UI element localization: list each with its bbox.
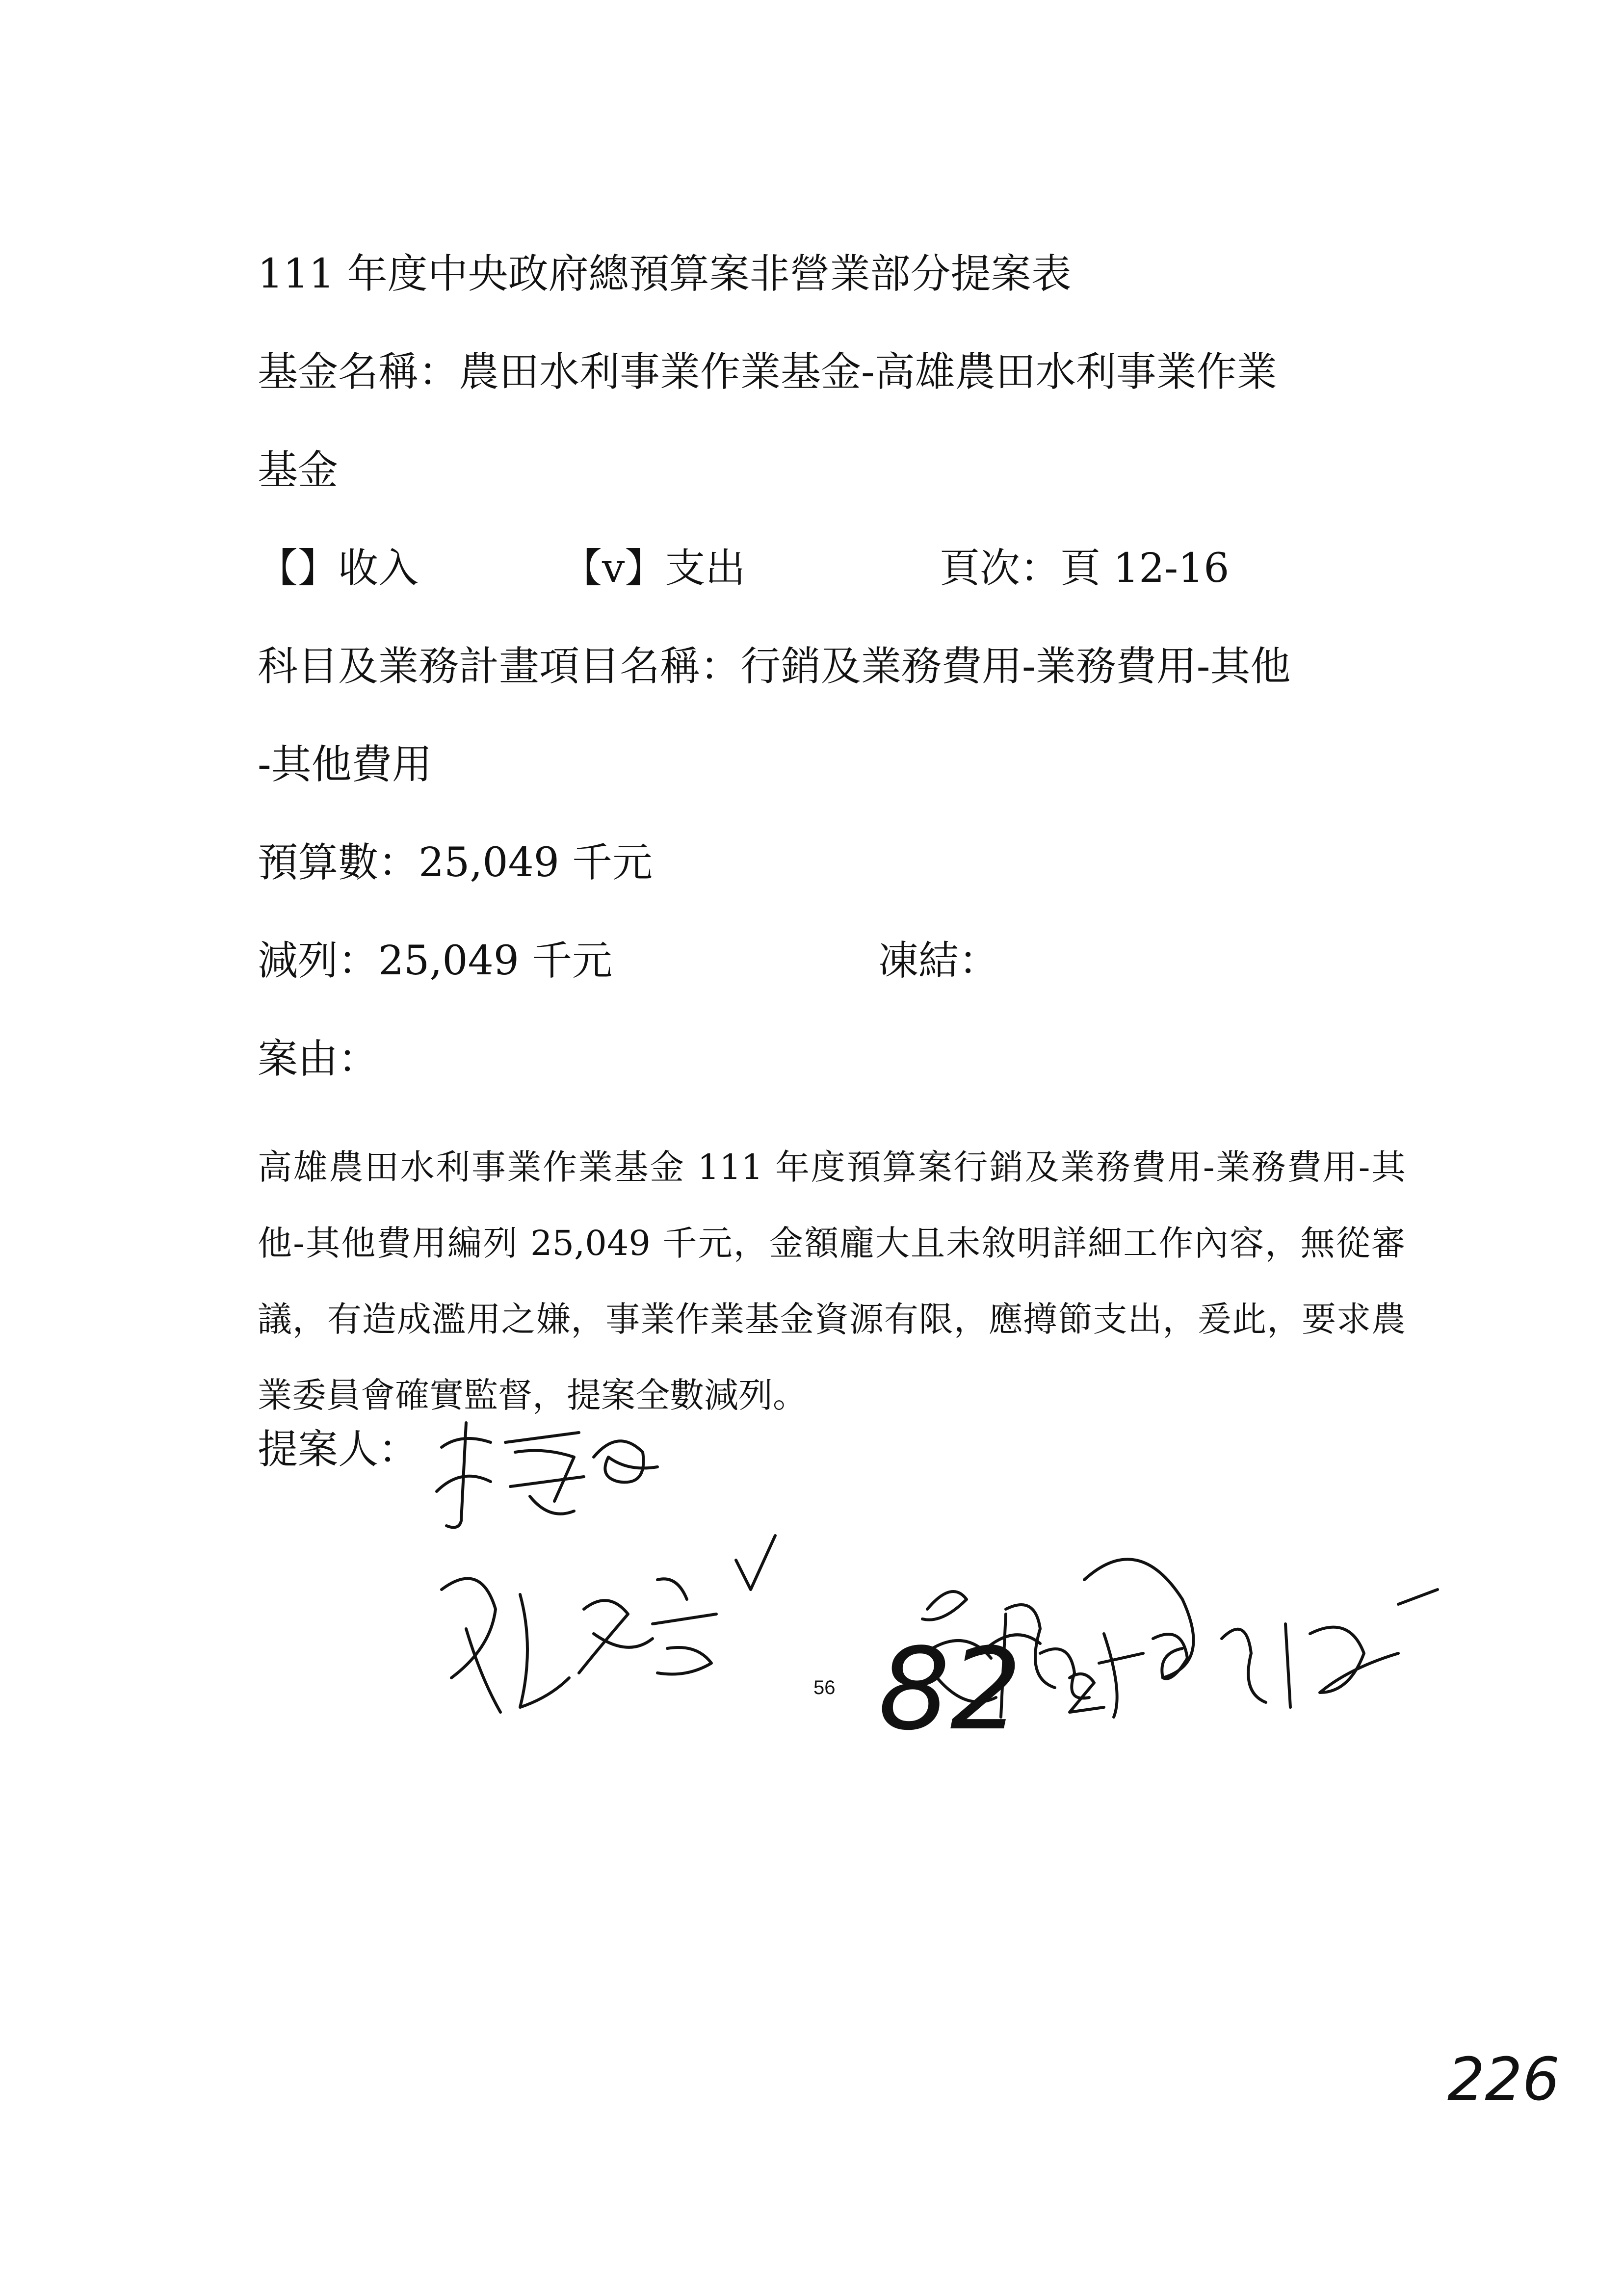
- corner-number: 226: [1447, 2046, 1560, 2114]
- reason-label: 案由：: [258, 1036, 379, 1082]
- reason-text: 高雄農田水利事業作業基金 111 年度預算案行銷及業務費用-業務費用-其他-其他費用編列 25,049 千元，金額龐大且未敘明詳細工作內容，無從審議，有造成濫用之嫌，事業作業基金資源有限，應撙節支出，爰此，要求農業委員會確實監督，提案全數減列。: [258, 1147, 1406, 1415]
- proposer-label: 提案人：: [258, 1426, 419, 1473]
- reduction-amount: 減列：25,049 千元: [258, 938, 612, 984]
- page-reference: 頁次：頁 12-16: [940, 545, 1230, 592]
- fund-name-line2: 基金: [258, 447, 339, 494]
- freeze-label: 凍結：: [878, 938, 999, 984]
- page-number: 56: [813, 1677, 836, 1698]
- item-name-line2: -其他費用: [258, 741, 432, 788]
- handwritten-number: 82: [878, 1624, 1022, 1755]
- expense-checkbox-label: 【v】支出: [562, 545, 746, 592]
- budget-amount: 預算數：25,049 千元: [258, 839, 653, 886]
- signature-4: [976, 1594, 1447, 1722]
- signature-2: [422, 1550, 795, 1737]
- document-title: 111 年度中央政府總預算案非營業部分提案表: [258, 251, 1072, 297]
- signature-1: [432, 1413, 667, 1540]
- fund-name-line1: 基金名稱：農田水利事業作業基金-高雄農田水利事業作業: [258, 349, 1277, 395]
- item-name-line1: 科目及業務計畫項目名稱：行銷及業務費用-業務費用-其他: [258, 643, 1291, 690]
- income-checkbox-label: 【】收入: [258, 545, 419, 592]
